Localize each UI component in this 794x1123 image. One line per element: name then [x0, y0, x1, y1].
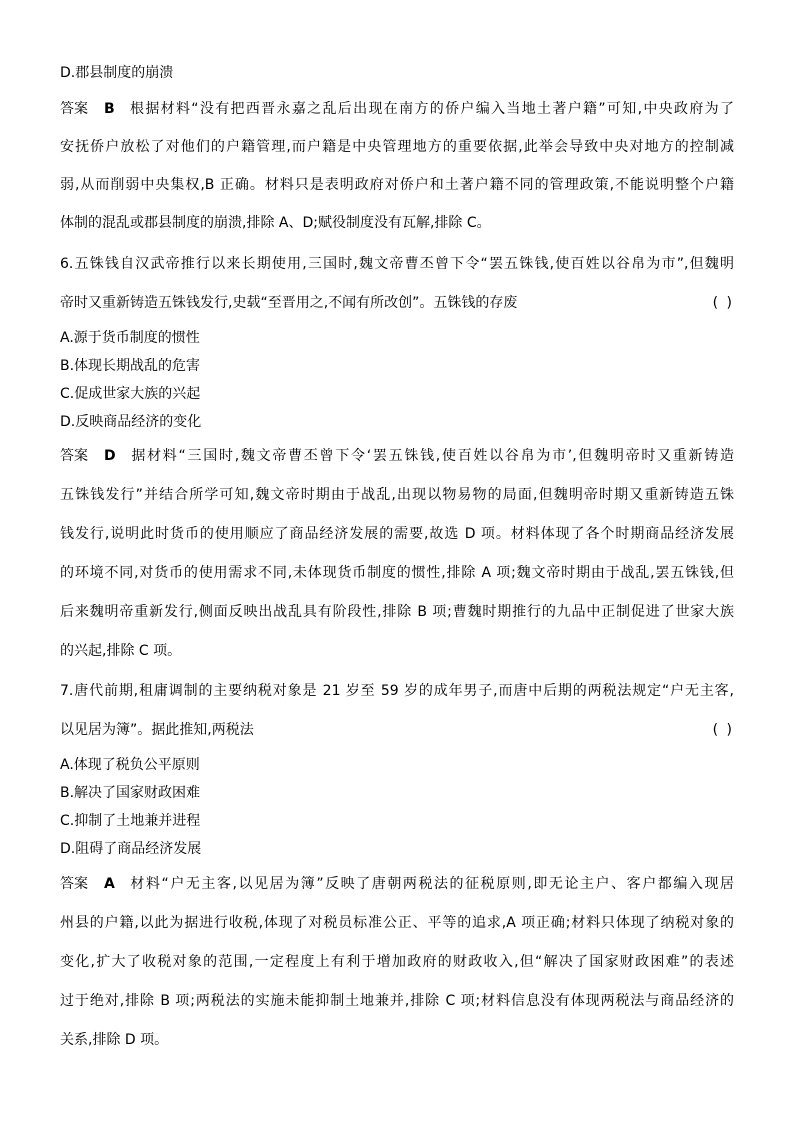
q7-answer-blank: ( ) [712, 722, 734, 738]
q7-answer-line-4: 过于绝对,排除 B 项;两税法的实施未能抑制土地兼并,排除 C 项;材料信息没有体现两税法与商品经济的 [60, 993, 734, 1009]
q7-answer-line-5: 关系,排除 D 项。 [60, 1032, 169, 1048]
q5-answer-line-1 [60, 100, 734, 118]
q6-option-b: B.体现长期战乱的危害 [60, 358, 201, 374]
q7-option-a: A.体现了税负公平原则 [60, 757, 200, 773]
q6-answer-line-4: 的环境不同,对货币的使用需求不同,未体现货币制度的惯性,排除 A 项;魏文帝时期由于战乱,罢五铢钱,但 [60, 565, 734, 581]
q5-answer-line-4: 体制的混乱或郡县制度的崩溃,排除 A、D;赋役制度没有瓦解,排除 C。 [60, 215, 491, 231]
q6-answer-line-1 [60, 447, 734, 465]
answer-label: 答案 [60, 101, 88, 117]
q6-answer-line-3: 钱发行,说明此时货币的使用顺应了商品经济发展的需要,故选 D 项。材料体现了各个时期商品经济发展 [60, 526, 734, 542]
answer-label: 答案 [60, 876, 88, 892]
answer-key: B [104, 101, 115, 117]
q6-option-d: D.反映商品经济的变化 [60, 414, 202, 430]
q7-stem-line-2 [60, 721, 734, 739]
q6-stem-line-1: 6.五铢钱自汉武帝推行以来长期使用,三国时,魏文帝曹丕曾下令“罢五铢钱,使百姓以谷帛为市”,但魏明 [60, 256, 734, 272]
q5-answer-line-3: 弱,从而削弱中央集权,B 正确。材料只是表明政府对侨户和土著户籍不同的管理政策,不能说明整个户籍 [60, 177, 734, 193]
q7-answer-line-3: 变化,扩大了收税对象的范围,一定程度上有利于增加政府的财政收入,但“解决了国家财政困难”的表述 [60, 954, 734, 970]
q6-answer-blank: ( ) [712, 295, 734, 311]
q6-answer-line-5: 后来魏明帝重新发行,侧面反映出战乱具有阶段性,排除 B 项;曹魏时期推行的九品中正制促进了世家大族 [60, 604, 734, 620]
answer-text: 据材料“三国时,魏文帝曹丕曾下令‘罢五铢钱,使百姓以谷帛为市’,但魏明帝时又重新铸造 [129, 448, 734, 464]
answer-text: 根据材料“没有把西晋永嘉之乱后出现在南方的侨户编入当地土著户籍”可知,中央政府为了 [128, 101, 734, 117]
answer-key: A [104, 876, 115, 892]
answer-label: 答案 [60, 448, 88, 464]
q7-option-c: C.抑制了土地兼并进程 [60, 813, 201, 829]
q7-stem-line-1: 7.唐代前期,租庸调制的主要纳税对象是 21 岁至 59 岁的成年男子,而唐中后期的两税法规定“户无主客, [60, 683, 734, 699]
answer-key: D [104, 448, 116, 464]
q6-answer-line-2: 五铢钱发行”并结合所学可知,魏文帝时期由于战乱,出现以物易物的局面,但魏明帝时期又重新铸造五铢 [60, 487, 734, 503]
q7-option-b: B.解决了国家财政困难 [60, 785, 201, 801]
q6-stem-text: 帝时又重新铸造五铢钱发行,史载“至晋用之,不闻有所改创”。五铢钱的存废 [60, 295, 518, 311]
q7-answer-line-1 [60, 875, 734, 893]
q5-answer-line-2: 安抚侨户放松了对他们的户籍管理,而户籍是中央管理地方的重要依据,此举会导致中央对地方的控制减 [60, 139, 734, 155]
q6-option-c: C.促成世家大族的兴起 [60, 386, 201, 402]
q6-answer-line-6: 的兴起,排除 C 项。 [60, 643, 182, 659]
q5-option-d: D.郡县制度的崩溃 [60, 65, 174, 81]
q7-stem-text: 以见居为簿”。据此推知,两税法 [60, 722, 254, 738]
q7-option-d: D.阻碍了商品经济发展 [60, 841, 202, 857]
q6-option-a: A.源于货币制度的惯性 [60, 330, 200, 346]
q6-stem-line-2 [60, 294, 734, 312]
answer-text: 材料“户无主客,以见居为簿”反映了唐朝两税法的征税原则,即无论主户、客户都编入现居 [128, 876, 734, 892]
q7-answer-line-2: 州县的户籍,以此为据进行收税,体现了对税员标准公正、平等的追求,A 项正确;材料只体现了纳税对象的 [60, 915, 734, 931]
